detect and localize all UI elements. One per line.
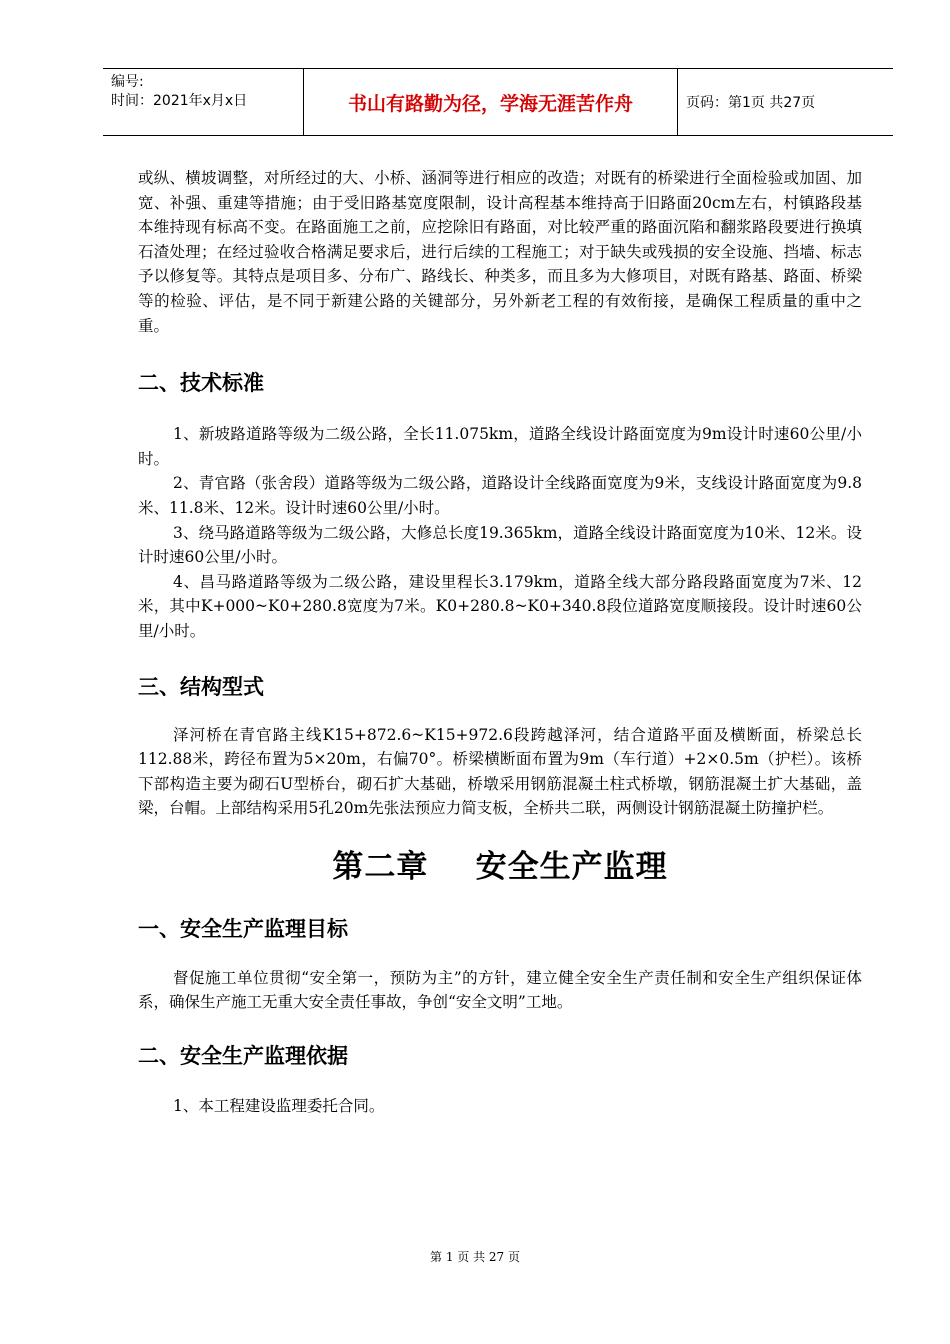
standard-item-3: 3、绕马路道路等级为二级公路，大修总长度19.365km，道路全线设计路面宽度为10米、12米。设计时速60公里/小时。 — [138, 523, 862, 567]
header-meta — [103, 69, 304, 135]
header-page-info: 页码：第1页 共27页 — [686, 95, 816, 111]
structure-paragraph: 泽河桥在青官路主线K15+872.6~K15+972.6段跨越泽河，结合道路平面及横断面，桥梁总长112.88米，跨径布置为5×20m，右偏70°。桥梁横断面布置为9m（车行道）+2×0.5m（护栏）。该桥下部构造主要为砌石U型桥台，砌石扩大基础，桥墩采用钢筋混凝土柱式桥墩，钢筋混凝土扩大基础，盖梁，台帽。上部结构采用5孔20m先张法预应力简支板，全桥共二联，两侧设计钢筋混凝土防撞护栏。 — [138, 725, 862, 818]
basis-item-1: 1、本工程建设监理委托合同。 — [173, 1097, 385, 1116]
section-heading-technical-standards: 二、技术标准 — [138, 371, 264, 396]
header-motto: 书山有路勤为径，学海无涯苦作舟 — [304, 69, 678, 135]
section-heading-structure-type: 三、结构型式 — [138, 674, 264, 699]
document-number-label: 编号: — [111, 74, 144, 90]
document-time-label: 时间：2021年x月x日 — [111, 93, 248, 109]
safety-goal-paragraph: 督促施工单位贯彻“安全第一，预防为主”的方针，建立健全安全生产责任制和安全生产组织保证体系，确保生产施工无重大安全责任事故，争创“安全文明”工地。 — [138, 968, 862, 1012]
standards-list — [138, 422, 862, 643]
standard-item-1: 1、新坡路道路等级为二级公路，全长11.075km，道路全线设计路面宽度为9m设计时速60公里/小时。 — [138, 425, 862, 468]
page-header — [103, 68, 893, 136]
section-heading-safety-basis: 二、安全生产监理依据 — [138, 1044, 348, 1069]
standard-item-2: 2、青官路（张舍段）道路等级为二级公路，道路设计全线路面宽度为9米，支线设计路面宽度为9.8米、11.8米、12米。设计时速60公里/小时。 — [138, 474, 862, 517]
standard-item-4: 4、昌马路道路等级为二级公路，建设里程长3.179km，道路全线大部分路段路面宽度为7米、12米，其中K+000~K0+280.8宽度为7米。K0+280.8~K0+340.8段位道路宽度顺接段。设计时速60公里/小时。 — [138, 572, 862, 640]
document-body — [138, 166, 862, 1119]
section-heading-safety-goal: 一、安全生产监理目标 — [138, 916, 348, 941]
chapter-title: 第二章 安全生产监理 — [332, 848, 668, 885]
intro-paragraph: 或纵、横坡调整，对所经过的大、小桥、涵洞等进行相应的改造；对既有的桥梁进行全面检验或加固、加宽、补强、重建等措施；由于受旧路基宽度限制，设计高程基本维持高于旧路面20cm左右，村镇路段基本维持现有标高不变。在路面施工之前，应挖除旧有路面，对比较严重的路面沉陷和翻浆路段要进行换填石渣处理；在经过验收合格满足要求后，进行后续的工程施工；对于缺失或残损的安全设施、挡墙、标志予以修复等。其特点是项目多、分布广、路线长、种类多，而且多为大修项目，对既有路基、路面、桥梁等的检验、评估，是不同于新建公路的关键部分，另外新老工程的有效衔接，是确保工程质量的重中之重。 — [138, 169, 862, 335]
page-footer: 第 1 页 共 27 页 — [430, 1250, 520, 1264]
